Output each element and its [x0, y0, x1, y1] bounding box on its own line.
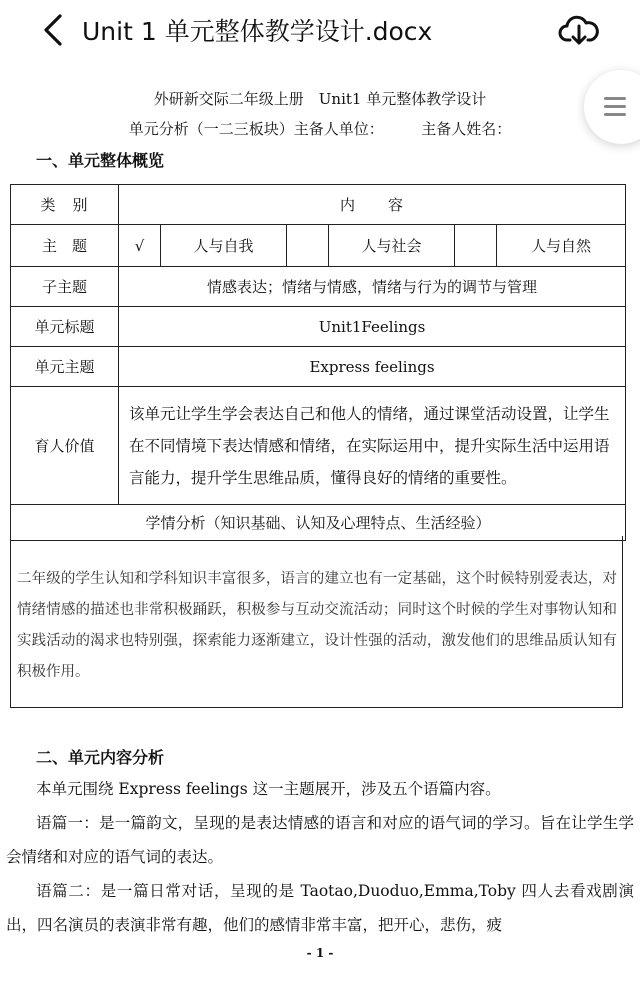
unit-theme-label: 单元主题 [11, 347, 119, 387]
section-heading-2: 二、单元内容分析 [36, 748, 165, 767]
document-title: Unit 1 单元整体教学设计.docx [82, 17, 433, 46]
back-button[interactable] [36, 10, 72, 50]
cloud-download-button[interactable] [558, 10, 600, 48]
analysis-header: 学情分析（知识基础、认知及心理特点、生活经验） [11, 505, 626, 541]
theme-option-society: 人与社会 [329, 225, 455, 267]
table-row [11, 267, 626, 307]
subtheme-label: 子主题 [11, 267, 119, 307]
cloud-download-icon [558, 10, 600, 48]
chevron-left-icon [36, 10, 72, 50]
paragraph-3: 语篇二：是一篇日常对话，呈现的是 Taotao,Duoduo,Emma,Toby 四人去看戏剧演出，四名演员的表演非常有趣，他们的感情非常丰富，把开心，悲伤，疲 [6, 882, 634, 934]
doc-header-line2: 单元分析（一二三板块）主备人单位： 主备人姓名： [128, 120, 512, 138]
table-row [11, 185, 626, 225]
theme-option-nature: 人与自然 [497, 225, 626, 267]
unit-title-label: 单元标题 [11, 307, 119, 347]
header-content: 内 容 [119, 185, 626, 225]
unit-title-value: Unit1Feelings [119, 307, 626, 347]
analysis-box [10, 536, 623, 708]
analysis-text: 二年级的学生认知和学科知识丰富很多，语言的建立也有一定基础，这个时候特别爱表达，对情绪情感的描述也非常积极踊跃，积极参与互动交流活动；同时这个时候的学生对事物认知和实践活动的渴求也特别强，探索能力逐渐建立，设计性强的活动，激发他们的思维品质认知有积极作用。 [17, 571, 617, 680]
section-heading-1: 一、单元整体概览 [36, 151, 165, 170]
paragraph-2: 语篇一：是一篇韵文，呈现的是表达情感的语言和对应的语气词的学习。旨在让学生学会情绪和对应的语气词的表达。 [6, 814, 634, 866]
theme-check: √ [119, 225, 161, 267]
theme-label: 主 题 [11, 225, 119, 267]
subtheme-value: 情感表达；情绪与情感，情绪与行为的调节与管理 [119, 267, 626, 307]
paragraph-1: 本单元围绕 Express feelings 这一主题展开，涉及五个语篇内容。 [36, 780, 501, 798]
page-number: - 1 - [306, 946, 334, 960]
table-row [11, 307, 626, 347]
value-label: 育人价值 [11, 387, 119, 505]
theme-check-empty [455, 225, 497, 267]
theme-check-empty [287, 225, 329, 267]
overview-table [10, 184, 626, 541]
doc-header-line1: 外研新交际二年级上册 Unit1 单元整体教学设计 [153, 90, 487, 108]
table-row [11, 387, 626, 505]
top-bar [0, 0, 640, 58]
table-row [11, 225, 626, 267]
header-category: 类 别 [11, 185, 119, 225]
theme-option-self: 人与自我 [161, 225, 287, 267]
unit-theme-value: Express feelings [119, 347, 626, 387]
table-row [11, 347, 626, 387]
value-text: 该单元让学生学会表达自己和他人的情绪，通过课堂活动设置，让学生在不同情境下表达情感和情绪，在实际运用中，提升实际生活中运用语言能力，提升学生思维品质，懂得良好的情绪的重要性。 [119, 387, 626, 505]
